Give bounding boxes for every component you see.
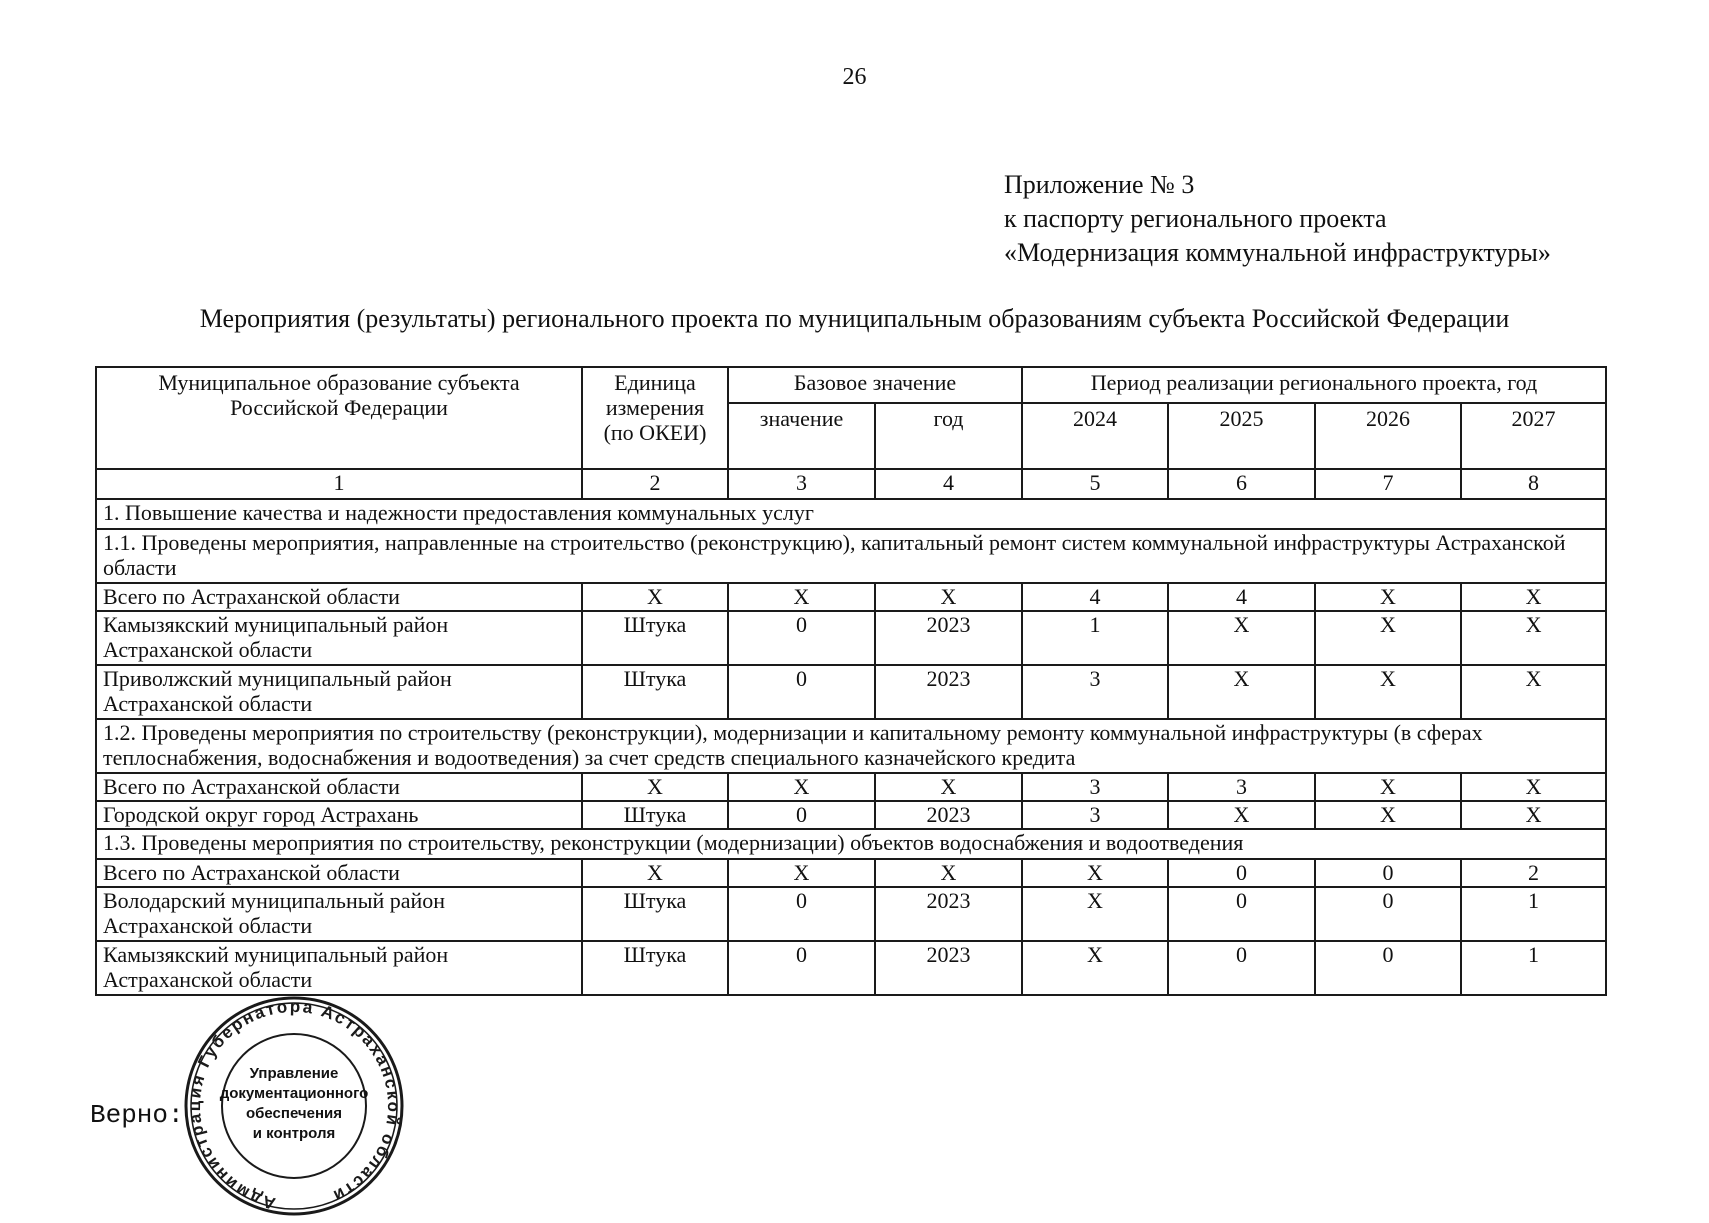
row-2024: X: [1022, 941, 1168, 995]
row-2027: X: [1461, 801, 1606, 829]
table-row: [96, 583, 1606, 611]
row-2024: X: [1022, 859, 1168, 887]
stamp-ring-text: Администрация Губернатора Астраханской области: [184, 996, 404, 1214]
row-base-value: 0: [728, 665, 875, 719]
column-number: 8: [1461, 469, 1606, 499]
row-2025: 0: [1168, 859, 1315, 887]
table-row: [96, 665, 1606, 719]
header-base: Базовое значение: [728, 367, 1022, 403]
stamp-center: [219, 1036, 369, 1172]
table-row: [96, 773, 1606, 801]
row-2025: 3: [1168, 773, 1315, 801]
row-name: Всего по Астраханской области: [96, 583, 582, 611]
row-base-year: 2023: [875, 941, 1022, 995]
row-2024: X: [1022, 887, 1168, 941]
row-2025: 0: [1168, 941, 1315, 995]
table-row: [96, 801, 1606, 829]
row-unit: X: [582, 583, 728, 611]
header-year-2025: 2025: [1168, 403, 1315, 469]
header-unit: Единица измерения (по ОКЕИ): [582, 367, 728, 469]
confirm-label: Верно:: [90, 1100, 184, 1130]
header-year-2027: 2027: [1461, 403, 1606, 469]
row-base-year: 2023: [875, 887, 1022, 941]
header-municipality: Муниципальное образование субъекта Российской Федерации: [96, 367, 582, 469]
table-row: [96, 887, 1606, 941]
column-number: 4: [875, 469, 1022, 499]
row-2026: X: [1315, 665, 1461, 719]
column-number: 2: [582, 469, 728, 499]
row-2027: 2: [1461, 859, 1606, 887]
row-2027: 1: [1461, 941, 1606, 995]
row-2026: 0: [1315, 941, 1461, 995]
row-base-value: X: [728, 773, 875, 801]
table-row: [96, 859, 1606, 887]
row-2026: X: [1315, 583, 1461, 611]
group-1-2-title: 1.2. Проведены мероприятия по строительству (реконструкции), модернизации и капитальному ремонту коммунальной инфраструктуры (в сферах теплоснабжения, водоснабжения и водоотведения) за счет средств специального казначейского кредита: [96, 719, 1606, 773]
row-2025: X: [1168, 801, 1315, 829]
row-2024: 4: [1022, 583, 1168, 611]
row-2026: 0: [1315, 887, 1461, 941]
header-period: Период реализации регионального проекта, год: [1022, 367, 1606, 403]
row-name: Всего по Астраханской области: [96, 859, 582, 887]
row-2026: X: [1315, 773, 1461, 801]
row-2025: 0: [1168, 887, 1315, 941]
header-year-2026: 2026: [1315, 403, 1461, 469]
appendix-line-2: к паспорту регионального проекта: [1004, 204, 1387, 233]
row-2027: X: [1461, 665, 1606, 719]
row-2026: X: [1315, 611, 1461, 665]
group-1-3-title: 1.3. Проведены мероприятия по строительству, реконструкции (модернизации) объектов водоснабжения и водоотведения: [96, 829, 1606, 859]
page-number: 26: [842, 64, 867, 90]
stamp-line-3: обеспечения: [245, 1105, 343, 1122]
row-base-value: X: [728, 583, 875, 611]
stamp-line-1: Управление: [249, 1065, 339, 1082]
row-name: Городской округ город Астрахань: [96, 801, 582, 829]
header-year-2024: 2024: [1022, 403, 1168, 469]
row-base-value: 0: [728, 941, 875, 995]
row-base-year: 2023: [875, 801, 1022, 829]
official-stamp: [178, 990, 410, 1218]
row-unit: Штука: [582, 801, 728, 829]
row-2027: X: [1461, 611, 1606, 665]
row-base-value: X: [728, 859, 875, 887]
row-base-year: 2023: [875, 665, 1022, 719]
row-name: Камызякский муниципальный район Астраханской области: [96, 611, 582, 665]
stamp-line-2: документационного: [219, 1085, 369, 1102]
column-number: 6: [1168, 469, 1315, 499]
row-2024: 3: [1022, 773, 1168, 801]
row-base-value: 0: [728, 887, 875, 941]
row-2024: 3: [1022, 801, 1168, 829]
column-number: 1: [96, 469, 582, 499]
appendix-line-1: Приложение № 3: [1004, 170, 1195, 199]
row-unit: Штука: [582, 887, 728, 941]
stamp-line-4: и контроля: [252, 1125, 336, 1142]
row-2025: X: [1168, 611, 1315, 665]
row-2025: X: [1168, 665, 1315, 719]
header-base-value: значение: [728, 403, 875, 469]
row-2025: 4: [1168, 583, 1315, 611]
row-base-year: X: [875, 773, 1022, 801]
row-unit: Штука: [582, 611, 728, 665]
appendix-note: [1004, 168, 1551, 270]
table-row: [96, 941, 1606, 995]
row-2024: 1: [1022, 611, 1168, 665]
row-2027: 1: [1461, 887, 1606, 941]
group-1-1-title: 1.1. Проведены мероприятия, направленные на строительство (реконструкцию), капитальный ремонт систем коммунальной инфраструктуры Астраханской области: [96, 529, 1606, 583]
row-name: Володарский муниципальный район Астраханской области: [96, 887, 582, 941]
header-base-year: год: [875, 403, 1022, 469]
column-number: 3: [728, 469, 875, 499]
row-2024: 3: [1022, 665, 1168, 719]
column-number: 5: [1022, 469, 1168, 499]
row-base-year: X: [875, 583, 1022, 611]
row-unit: Штука: [582, 665, 728, 719]
row-base-year: 2023: [875, 611, 1022, 665]
column-number: 7: [1315, 469, 1461, 499]
row-base-value: 0: [728, 801, 875, 829]
measures-table: [95, 366, 1607, 996]
row-name: Камызякский муниципальный район Астраханской области: [96, 941, 582, 995]
row-2027: X: [1461, 583, 1606, 611]
table-row: [96, 611, 1606, 665]
column-numbers-row: [96, 469, 1606, 499]
row-2026: X: [1315, 801, 1461, 829]
row-2027: X: [1461, 773, 1606, 801]
row-base-year: X: [875, 859, 1022, 887]
row-base-value: 0: [728, 611, 875, 665]
row-name: Приволжский муниципальный район Астраханской области: [96, 665, 582, 719]
appendix-line-3: «Модернизация коммунальной инфраструктуры»: [1004, 238, 1551, 267]
row-unit: X: [582, 773, 728, 801]
document-title: Мероприятия (результаты) регионального проекта по муниципальным образованиям субъекта Российской Федерации: [199, 304, 1510, 333]
row-2026: 0: [1315, 859, 1461, 887]
section-1-title: 1. Повышение качества и надежности предоставления коммунальных услуг: [96, 499, 1606, 529]
row-unit: Штука: [582, 941, 728, 995]
row-name: Всего по Астраханской области: [96, 773, 582, 801]
row-unit: X: [582, 859, 728, 887]
